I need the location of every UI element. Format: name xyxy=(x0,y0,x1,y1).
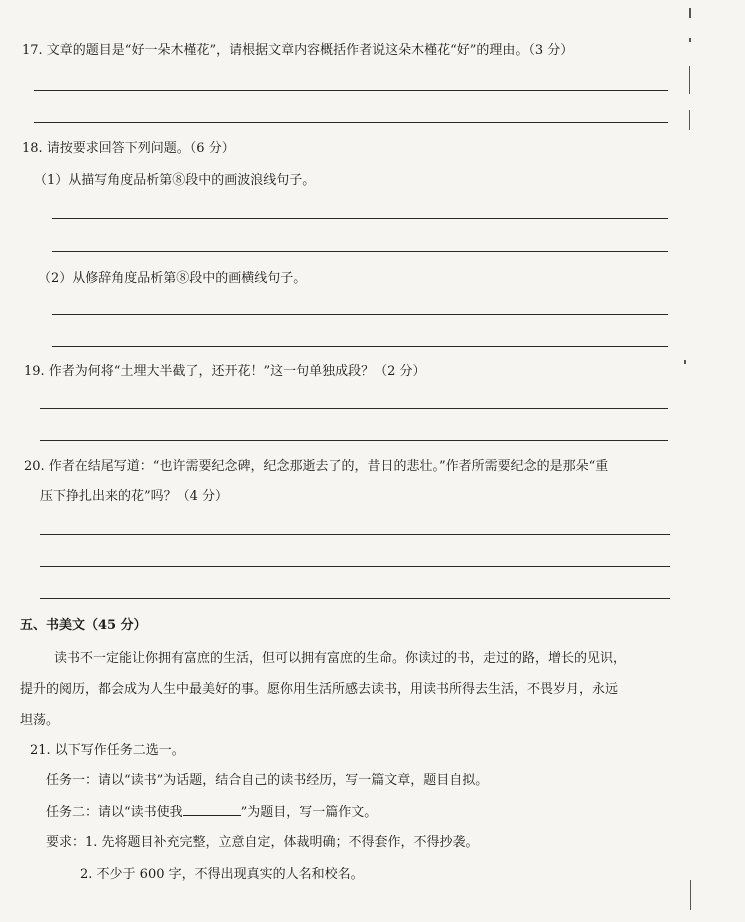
scan-mark xyxy=(689,8,691,18)
title-blank[interactable] xyxy=(183,803,241,816)
question-21-task2 xyxy=(46,803,377,822)
question-21-requirement1: 要求：1. 先将题目补充完整，立意自定，体裁明确；不得套作，不得抄袭。 xyxy=(46,835,479,850)
answer-line[interactable] xyxy=(40,598,670,599)
answer-line[interactable] xyxy=(40,534,670,535)
answer-line[interactable] xyxy=(40,408,668,409)
answer-line[interactable] xyxy=(52,346,668,347)
answer-line[interactable] xyxy=(34,90,668,91)
answer-line[interactable] xyxy=(52,251,668,252)
question-18-sub2: （2）从修辞角度品析第⑧段中的画横线句子。 xyxy=(38,271,307,286)
question-21-intro: 21. 以下写作任务二选一。 xyxy=(30,743,185,758)
scan-mark xyxy=(689,110,690,130)
question-19: 19. 作者为何将“土埋大半截了，还开花！”这一句单独成段？（2 分） xyxy=(24,364,426,379)
section-5-heading: 五、书美文（45 分） xyxy=(20,618,147,633)
scan-mark xyxy=(689,38,691,42)
task2-before: 任务二：请以“读书使我 xyxy=(46,805,183,820)
scan-mark xyxy=(684,360,686,364)
answer-line[interactable] xyxy=(52,314,668,315)
question-20-line1: 20. 作者在结尾写道：“也许需要纪念碑，纪念那逝去了的，昔日的悲壮。”作者所需要纪念的是那朵“重 xyxy=(24,459,609,474)
intro-paragraph-line3: 坦荡。 xyxy=(20,713,60,728)
intro-paragraph-line2: 提升的阅历，都会成为人生中最美好的事。愿你用生活所感去读书，用读书所得去生活，不畏岁月，永远 xyxy=(20,682,619,697)
answer-line[interactable] xyxy=(34,122,668,123)
task2-after: ”为题目，写一篇作文。 xyxy=(240,805,378,820)
question-18-sub1: （1）从描写角度品析第⑧段中的画波浪线句子。 xyxy=(34,173,316,188)
answer-line[interactable] xyxy=(40,440,668,441)
question-21-task1: 任务一：请以“读书”为话题，结合自己的读书经历，写一篇文章，题目自拟。 xyxy=(46,773,489,788)
question-21-requirement2: 2. 不少于 600 字，不得出现真实的人名和校名。 xyxy=(80,867,364,882)
scan-mark xyxy=(689,66,690,94)
intro-paragraph-line1: 读书不一定能让你拥有富庶的生活，但可以拥有富庶的生命。你读过的书，走过的路，增长的见识， xyxy=(54,651,627,666)
question-18: 18. 请按要求回答下列问题。（6 分） xyxy=(22,141,235,156)
answer-line[interactable] xyxy=(40,566,670,567)
scan-mark xyxy=(690,880,691,910)
question-17: 17. 文章的题目是“好一朵木槿花”，请根据文章内容概括作者说这朵木槿花“好”的理由。（3 分） xyxy=(22,43,574,58)
answer-line[interactable] xyxy=(52,218,668,219)
question-20-line2: 压下挣扎出来的花”吗？（4 分） xyxy=(40,489,229,504)
